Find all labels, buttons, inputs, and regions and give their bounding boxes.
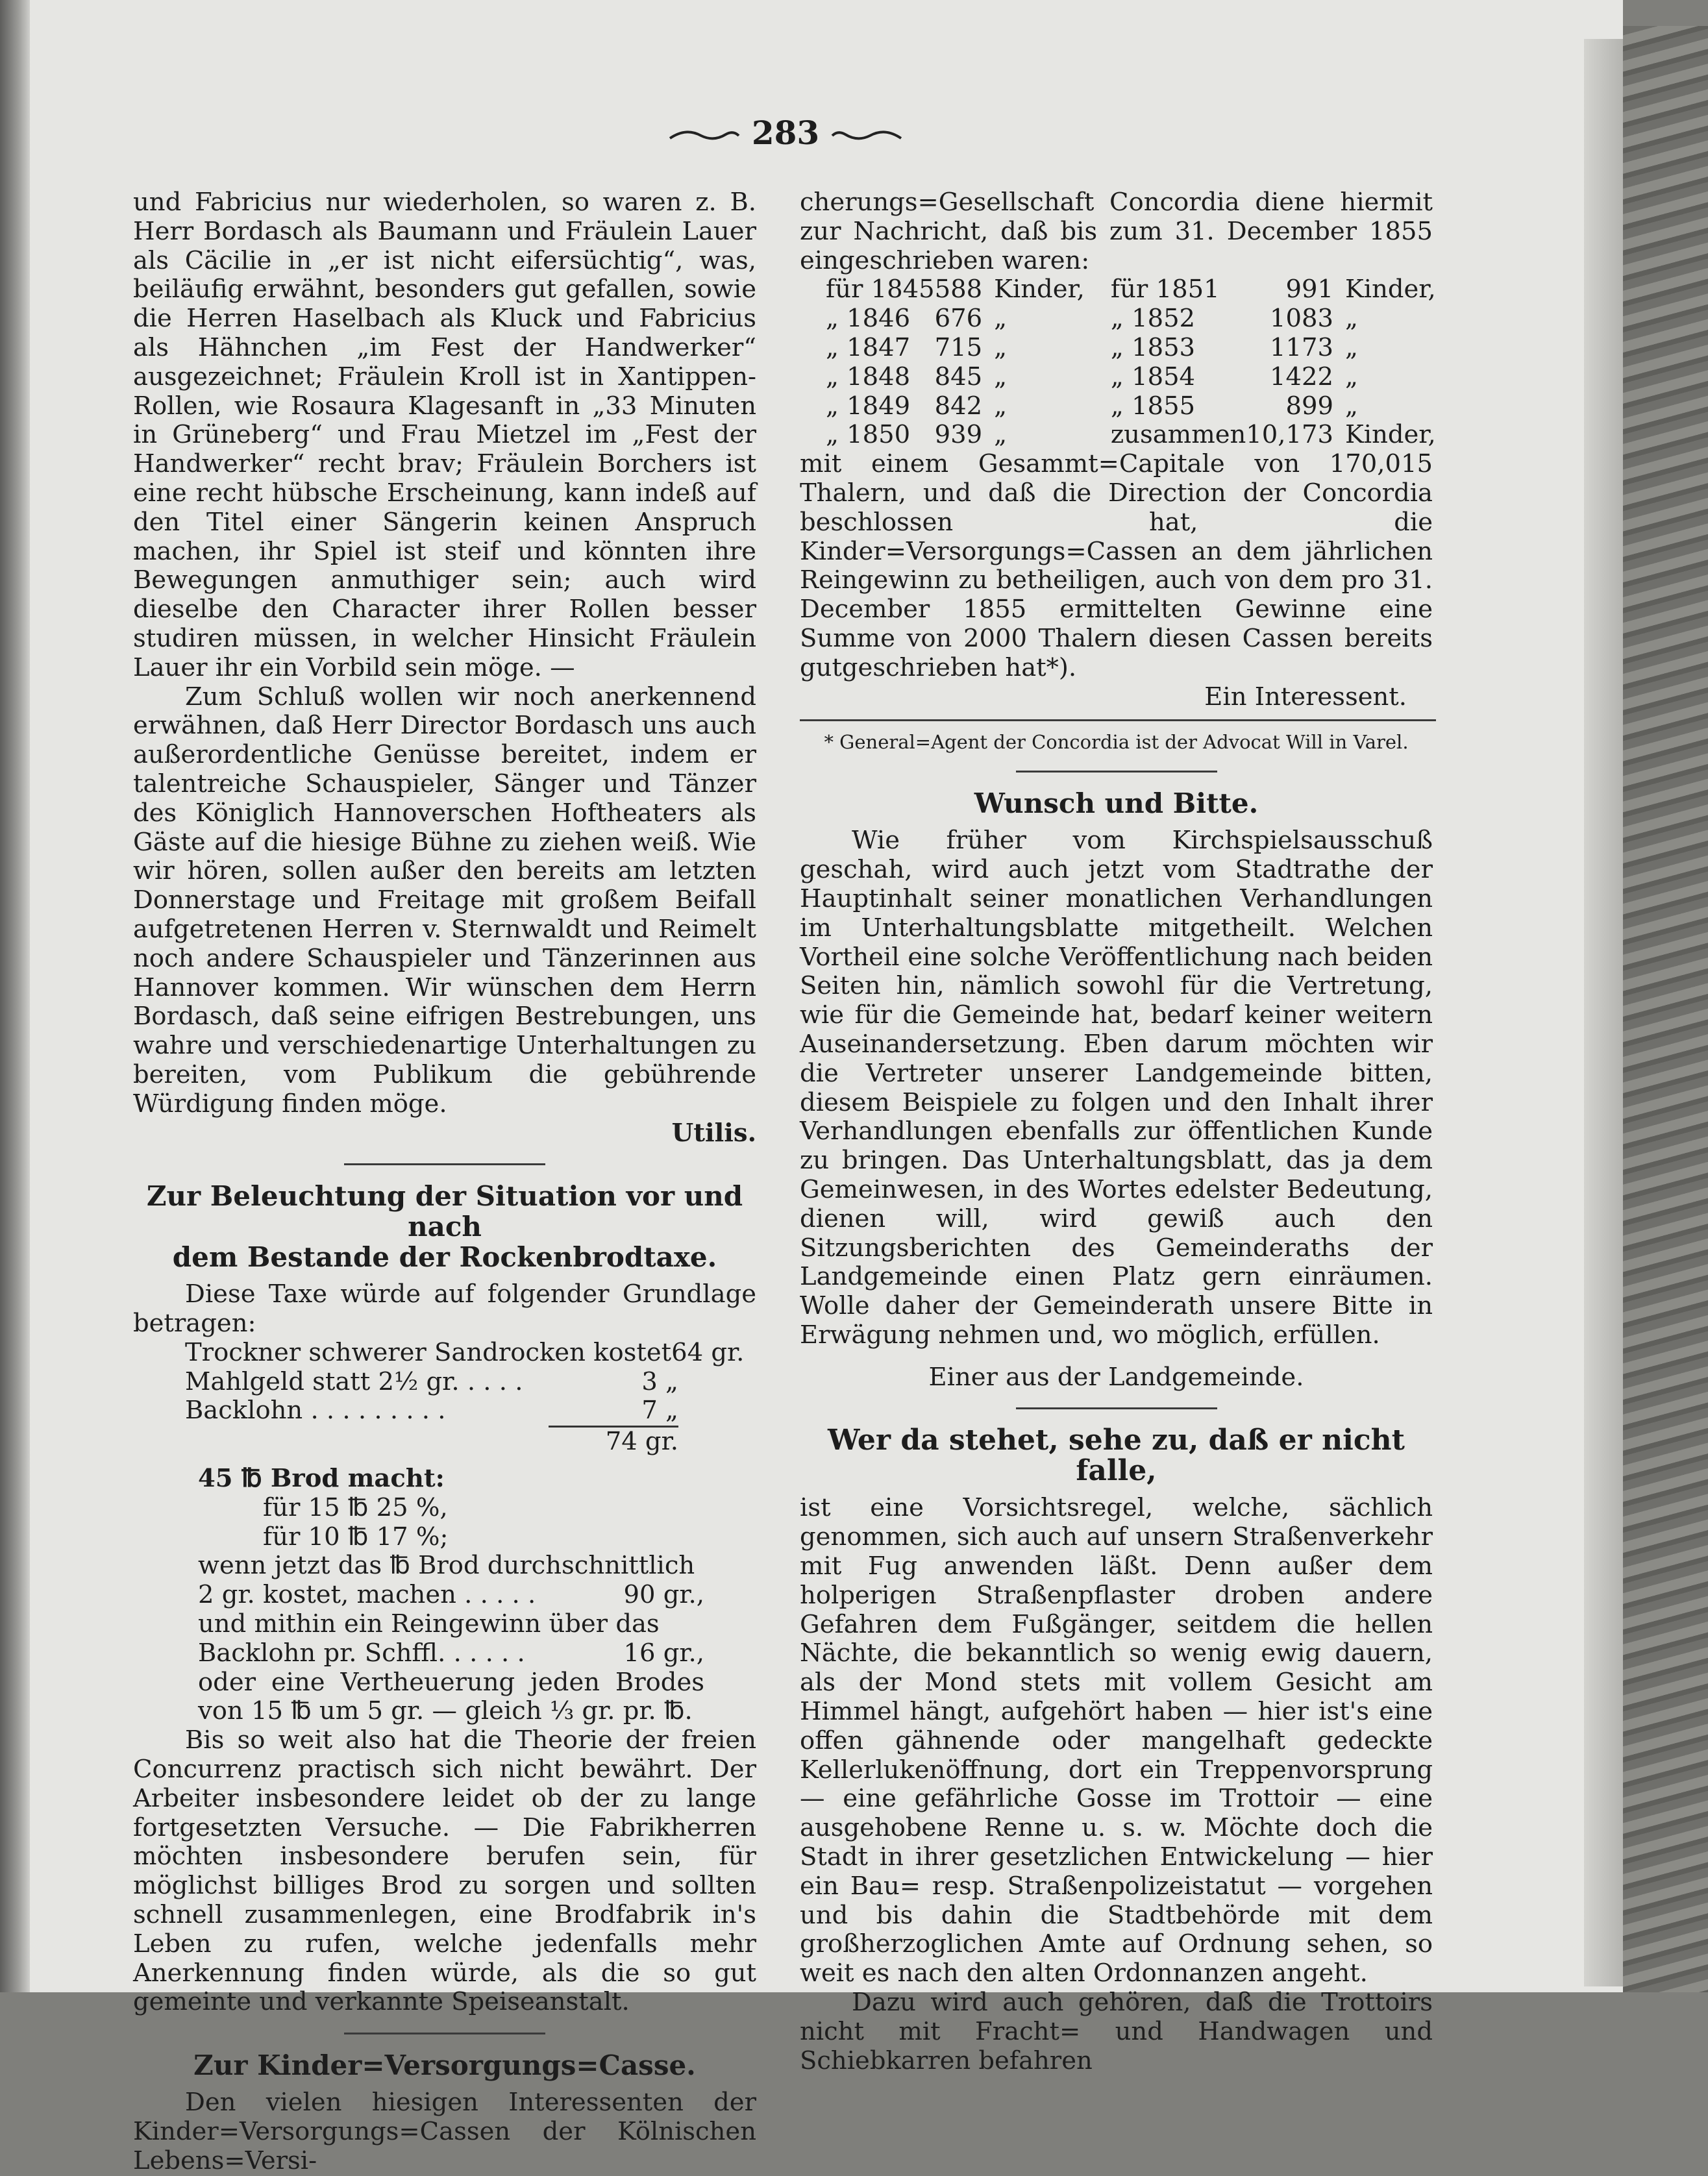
- enrollment-cell: „: [1345, 304, 1358, 334]
- bread-tax-heading-line1: Zur Beleuchtung der Situation vor und nach: [146, 1180, 743, 1243]
- enrollment-row: [800, 334, 1436, 363]
- capital-paragraph: mit einem Gesammt=Capitale von 170,015 Thalern, und daß die Direction der Concordia beschlossen hat, die Kinder=Versorgungs=Cassen an dem jährlichen Reingewinn zu betheiligen, auch von dem pro 31. December 1855 ermittelten Gewinne eine Summe von 2000 Thalern diesen Cassen bereits gutgeschrieben hat*).: [800, 449, 1433, 682]
- left-column: [133, 188, 756, 2176]
- closing-paragraph: Zum Schluß wollen wir noch anerkennend erwähnen, daß Herr Director Bordasch uns auch außerordentliche Genüsse bereitet, indem er talentreiche Schauspieler, Sänger und Tänzer des Königlich Hannoverschen Hoftheaters als Gäste auf die hiesige Bühne zu ziehen weiß. Wie wir hören, sollen außer den bereits am letzten Donnerstage und Freitage mit großem Beifall aufgetretenen Herren v. Sternwaldt und Reimelt noch andere Schauspieler und Tänzerinnen aus Hannover kommen. Wir wünschen dem Herrn Bordasch, daß seine eifrigen Bestrebungen, uns wahre und verschiedenartige Unterhaltungen zu bereiten, vom Publikum die gebührende Würdigung finden möge.: [133, 682, 756, 1119]
- page-number: 283: [751, 114, 820, 152]
- enrollment-cell: 991: [1285, 275, 1333, 304]
- taxe-row: [185, 1368, 678, 1397]
- taxe-row-label: Trockner schwerer Sandrocken kostet: [185, 1337, 672, 1367]
- enrollment-cell: 588: [934, 275, 983, 304]
- taxe-row-value: 64 gr.: [671, 1337, 745, 1367]
- enrollment-cell: 845: [934, 362, 983, 391]
- taxe-row: [185, 1396, 678, 1426]
- taxe-row: [185, 1337, 745, 1368]
- utilis-signature: Utilis.: [671, 1118, 756, 1148]
- concurrence-paragraph: Bis so weit also hat die Theorie der freien Concurrenz practisch sich nicht bewährt. Der Arbeiter insbesondere leidet ob der zu lange fortgesetzten Versuche. — Die Fabrikherren möchten insbesondere berufen sein, für möglichst billiges Brod zu sorgen und sollten schnell zusammenlegen, eine Brodfabrik in's Leben zu rufen, welche jedenfalls mehr Anerkennung finden würde, als die so gut gemeinte und verkannte Speiseanstalt.: [133, 1725, 756, 2017]
- calc-line: oder eine Vertheuerung jeden Brodes von 15 ℔ um 5 gr. — gleich ⅓ gr. pr. ℔.: [198, 1667, 704, 1726]
- calc-line: und mithin ein Reingewinn über das: [198, 1609, 660, 1639]
- calc-line-label: Backlohn pr. Schffl. . . . . .: [198, 1638, 525, 1668]
- enrollment-cell: „ 1846: [826, 304, 911, 334]
- section-divider: [344, 1163, 545, 1165]
- enrollment-cell: für 1845: [826, 275, 935, 304]
- enrollment-cell: 939: [934, 420, 983, 450]
- kinder-casse-heading: Zur Kinder=Versorgungs=Casse.: [193, 2049, 696, 2082]
- bread-calculation: [133, 1465, 756, 1726]
- right-ornament-icon: [831, 129, 902, 142]
- enrollment-cell: „: [994, 362, 1008, 391]
- enrollment-cell: „ 1848: [826, 362, 911, 391]
- bread-tax-heading-line2: dem Bestande der Rockenbrodtaxe.: [172, 1241, 717, 1274]
- enrollment-cell: „ 1849: [826, 391, 911, 421]
- taxe-total: 74 gr.: [605, 1427, 678, 1457]
- left-ornament-icon: [669, 129, 740, 142]
- enrollment-cell: 899: [1285, 391, 1333, 421]
- calc-line-value: 90 gr.,: [623, 1580, 704, 1610]
- enrollment-cell: für 1851: [1110, 275, 1220, 304]
- enrollment-cell: zusammen: [1110, 420, 1246, 450]
- book-binding: [1623, 26, 1708, 1992]
- enrollment-cell: „ 1850: [826, 420, 911, 450]
- taxe-row-label: Mahlgeld statt 2½ gr. . . . .: [185, 1366, 523, 1396]
- enrollment-cell: „: [1345, 362, 1358, 391]
- enrollment-cell: Kinder,: [1345, 420, 1436, 450]
- enrollment-cell: „: [994, 332, 1008, 362]
- enrollment-cell: 1173: [1270, 332, 1333, 362]
- enrollment-cell: „: [994, 304, 1008, 334]
- enrollment-table: [800, 275, 1436, 450]
- section-divider: [1016, 771, 1217, 773]
- enrollment-row: [800, 275, 1436, 304]
- calc-line: [198, 1581, 704, 1610]
- taxe-calculation: [133, 1339, 756, 1457]
- enrollment-cell: 842: [934, 391, 983, 421]
- calc-line-value: 16 gr.,: [623, 1638, 704, 1668]
- enrollment-cell: 715: [934, 332, 983, 362]
- footnote: * General=Agent der Concordia ist der Advocat Will in Varel.: [824, 731, 1409, 754]
- concordia-paragraph: cherungs=Gesellschaft Concordia diene hiermit zur Nachricht, daß bis zum 31. December 1855 eingeschrieben waren:: [800, 188, 1433, 275]
- intro-paragraph: und Fabricius nur wiederholen, so waren z. B. Herr Bordasch als Baumann und Fräulein Lauer als Cäcilie in „er ist nicht eifersüchtig“, was, beiläufig erwähnt, besonders gut gefallen, sowie die Herren Haselbach als Kluck und Fabricius als Hähnchen „im Fest der Handwerker“ ausgezeichnet; Fräulein Kroll ist in Xantippen-Rollen, wie Rosaura Klagesanft in „33 Minuten in Grüneberg“ und Frau Mietzel im „Fest der Handwerker“ recht brav; Fräulein Borchers ist eine recht hübsche Erscheinung, kann indeß auf den Titel einer Sängerin keinen Anspruch machen, ihr Spiel ist steif und könnten ihre Bewegungen anmuthiger sein; auch wird dieselbe den Character ihrer Rollen besser studiren müssen, in welcher Hinsicht Fräulein Lauer ihr ein Vorbild sein möge. —: [133, 188, 756, 682]
- enrollment-cell: 1083: [1270, 304, 1333, 334]
- taxe-total-row: [185, 1428, 678, 1457]
- enrollment-cell: Kinder,: [994, 275, 1085, 304]
- enrollment-cell: Kinder,: [1345, 275, 1436, 304]
- enrollment-cell: „ 1854: [1110, 362, 1196, 391]
- enrollment-cell: 676: [934, 304, 983, 334]
- calc-line: für 10 ℔ 17 %;: [263, 1522, 449, 1552]
- page-edge: [1584, 39, 1623, 1986]
- calc-line: 45 ℔ Brod macht:: [198, 1464, 445, 1494]
- taxe-row-value: 3 „: [641, 1366, 678, 1396]
- trottoir-paragraph: Dazu wird auch gehören, daß die Trottoirs nicht mit Fracht= und Handwagen und Schiebkarren befahren: [800, 1988, 1433, 2075]
- enrollment-row: [800, 363, 1436, 392]
- stehet-heading: Wer da stehet, sehe zu, daß er nicht falle,: [828, 1424, 1405, 1488]
- enrollment-cell: „ 1853: [1110, 332, 1196, 362]
- enrollment-cell: „: [1345, 391, 1358, 421]
- taxe-row-label: Backlohn . . . . . . . . .: [185, 1396, 446, 1426]
- landgemeinde-signature: Einer aus der Landgemeinde.: [928, 1362, 1304, 1392]
- enrollment-cell: „: [994, 420, 1008, 450]
- taxe-row-value: 7 „: [641, 1396, 678, 1426]
- footnote-divider: [800, 719, 1436, 721]
- kinder-casse-paragraph: Den vielen hiesigen Interessenten der Kinder=Versorgungs=Cassen der Kölnischen Lebens=Versi-: [133, 2088, 756, 2175]
- calc-line: wenn jetzt das ℔ Brod durchschnittlich: [198, 1551, 695, 1581]
- enrollment-cell: „: [1345, 332, 1358, 362]
- wunsch-heading: Wunsch und Bitte.: [974, 787, 1259, 820]
- wunsch-paragraph: Wie früher vom Kirchspielsausschuß geschah, wird auch jetzt vom Stadtrathe der Hauptinhalt seiner monatlichen Verhandlungen im Unterhaltungsblatte mitgetheilt. Welchen Vortheil eine solche Veröffentlichung nach beiden Seiten hin, nämlich sowohl für die Vertretung, wie für die Gemeinde hat, bedarf keiner weitern Auseinandersetzung. Eben darum möchten wir die Vertreter unserer Landgemeinde bitten, diesem Beispiele zu folgen und den Inhalt ihrer Verhandlungen ebenfalls zur öffentlichen Kunde zu bringen. Das Unterhaltungsblatt, das ja dem Gemeinwesen, in des Wortes edelster Bedeutung, dienen will, wird gewiß auch den Sitzungsberichten des Gemeinderaths der Landgemeinde einen Platz gern einräumen. Wolle daher der Gemeinderath unsere Bitte in Erwägung nehmen und, wo möglich, erfüllen.: [800, 826, 1433, 1350]
- section-divider: [1016, 1407, 1217, 1409]
- enrollment-cell: „: [994, 391, 1008, 421]
- right-column: [800, 188, 1436, 2075]
- enrollment-cell: „ 1847: [826, 332, 911, 362]
- calc-line-label: 2 gr. kostet, machen . . . . .: [198, 1580, 536, 1610]
- page-gutter-shadow: [0, 0, 30, 1992]
- bread-tax-heading: [133, 1181, 756, 1272]
- section-divider: [344, 2033, 545, 2034]
- enrollment-row: [800, 392, 1436, 421]
- enrollment-row: [800, 421, 1436, 450]
- enrollment-cell: „ 1852: [1110, 304, 1196, 334]
- enrollment-row: [800, 304, 1436, 334]
- interessent-signature: Ein Interessent.: [1204, 682, 1407, 711]
- taxe-intro: Diese Taxe würde auf folgender Grundlage betragen:: [133, 1280, 756, 1339]
- calc-line: [198, 1639, 704, 1668]
- enrollment-cell: „ 1855: [1110, 391, 1196, 421]
- page-header: [630, 114, 941, 152]
- enrollment-cell: 10,173: [1246, 420, 1333, 450]
- stehet-paragraph: ist eine Vorsichtsregel, welche, sächlich genommen, sich auch auf unsern Straßenverkehr mit Fug anwenden läßt. Denn außer dem holperigen Straßenpflaster droben andere Gefahren dem Fußgänger, seitdem die hellen Nächte, die bekanntlich so wenig ewig dauern, als der Mond stets mit vollem Gesicht am Himmel hängt, aufgehört haben — hier ist's eine offen gähnende oder mangelhaft gedeckte Kellerlukenöffnung, dort ein Treppenvorsprung — eine gefährliche Gosse im Trottoir — eine ausgehobene Renne u. s. w. Möchte doch die Stadt in ihrer gesetzlichen Entwickelung — hier ein Bau= resp. Straßenpolizeistatut — vorgehen und bis dahin die Stadtbehörde mit dem großherzoglichen Amte auf Ordnung sehen, so weit es nach den alten Ordonnanzen angeht.: [800, 1493, 1433, 1988]
- enrollment-cell: 1422: [1270, 362, 1333, 391]
- calc-line: für 15 ℔ 25 %,: [263, 1492, 448, 1522]
